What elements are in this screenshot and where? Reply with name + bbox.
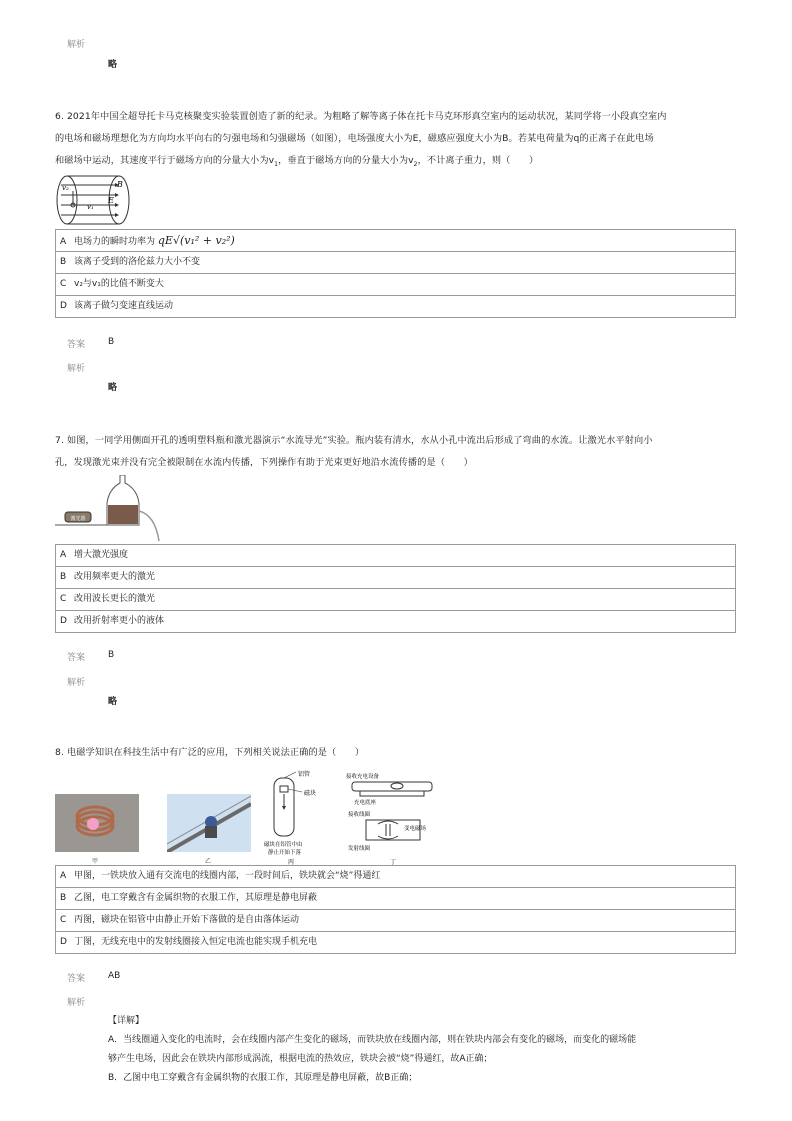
q8-bing-tube-label: 铝管 [298,771,311,778]
q8-option-b[interactable]: B 乙图，电工穿戴含有金属织物的衣服工作，其原理是静电屏蔽 [56,888,735,910]
q8-answer: AB [108,971,121,981]
q7-option-d[interactable]: D 改用折射率更小的液体 [60,616,165,626]
question-7 [55,430,755,474]
q7-analysis-text: 略 [108,697,118,707]
q8-ding-label-c: 接收线圈 [348,812,371,818]
q7-option-a[interactable]: A 增大激光强度 [56,545,735,567]
q8-detail [108,1012,748,1088]
q8-ding-label-b: 充电底座 [354,800,377,806]
question-8 [55,742,755,764]
q8-bing-note-1: 磁块在铝管中由 [264,842,303,848]
q8-ding-label-a: 接收充电设备 [346,774,380,780]
q8-ding-label-e: 发射线圈 [348,846,371,852]
q7-answer: B [108,650,115,660]
q6-analysis-text: 略 [108,383,118,393]
q7-figure-bottle [55,475,165,543]
q6-option-b[interactable]: B 该离子受到的洛伦兹力大小不变 [56,252,735,274]
analysis-label: 解析 [67,40,86,50]
q8-option-c[interactable]: C 丙图，磁块在铝管中由静止开始下落做的是自由落体运动 [56,910,735,932]
q8-bing-note-2: 静止开始下落 [268,850,302,856]
q6-fig-B: B [117,180,123,189]
q7-option-c[interactable]: C 改用波长更长的激光 [56,589,735,611]
q8-option-a[interactable]: A 甲图，一铁块放入通有交流电的线圈内部，一段时间后，铁块就会“烧”得通红 [56,866,735,888]
q8-option-d[interactable]: D 丁图，无线充电中的发射线圈接入恒定电流也能实现手机充电 [60,937,318,947]
q6-figure-torus [55,173,131,227]
q6-option-a[interactable]: A 电场力的瞬时功率为 qE√(v₁² + v₂²) [56,230,735,252]
q6-fig-v1: v₁ [87,203,94,211]
q7-options [55,544,736,633]
q6-answer: B [108,337,115,347]
q6-line-3: 和磁场中运动，其速度平行于磁场方向的分量大小为$v_1$，垂直于磁场方向的分量大小为$v_2$，不计离子重力，则（ ） [55,155,539,168]
q6-option-d[interactable]: D 该离子做匀变速直线运动 [60,301,174,311]
q6-options [55,229,736,318]
q8-figure-jia [55,794,139,852]
q8-bing-magnet-label: 磁块 [304,790,317,797]
q8-caption-ding: 丁 [390,859,397,866]
q6-option-a-formula: qE√(v₁² + v₂²) [157,234,235,247]
q8-ding-label-d: 变电磁场 [404,826,427,832]
q6-option-c[interactable]: C v₂与v₁的比值不断变大 [56,274,735,296]
q8-figure-bing [262,770,332,866]
question-6 [55,106,755,176]
q6-fig-v2: v₂ [62,184,69,192]
q8-detail-b: B．乙图中电工穿戴含有金属织物的衣服工作，其原理是静电屏蔽，故B正确； [108,1073,418,1083]
q8-figure-yi [167,794,251,852]
q6-answer-label: 答案 [67,340,86,350]
analysis-text: 略 [108,60,118,70]
q7-option-b[interactable]: B 改用频率更大的激光 [56,567,735,589]
q6-fig-E: E [108,196,114,205]
q8-caption-jia: 甲 [92,858,99,865]
q8-caption-yi: 乙 [205,858,212,865]
q8-line-1: 8. 电磁学知识在科技生活中有广泛的应用，下列相关说法正确的是（ ） [55,747,365,758]
q6-analysis-label: 解析 [67,364,86,374]
q7-line-1: 7. 如图，一同学用侧面开孔的透明塑料瓶和激光器演示“水流导光”实验。瓶内装有清水，水从小孔中流出后形成了弯曲的水流。让激光水平射向小 [55,435,653,446]
q7-fig-laser-label: 激光器 [70,516,86,522]
q8-answer-label: 答案 [67,974,86,984]
q8-detail-a-2: 够产生电场，因此会在铁块内部形成涡流，根据电流的热效应，铁块会被“烧”得通红，故A正确； [108,1054,493,1064]
q7-line-2: 孔，发现激光束并没有完全被限制在水流内传播，下列操作有助于光束更好地沿水流传播的是（ ） [55,457,473,468]
q7-analysis-label: 解析 [67,678,86,688]
q6-line-1: 6. 2021年中国全超导托卡马克核聚变实验装置创造了新的纪录。为粗略了解等离子体在托卡马克环形真空室内的运动状况，某同学将一小段真空室内 [55,111,667,122]
q8-analysis-label: 解析 [67,998,86,1008]
q8-detail-a-1: A．当线圈通入变化的电流时，会在线圈内部产生变化的磁场，而铁块放在线圈内部，则在铁块内部会有变化的磁场，而变化的磁场能 [108,1035,637,1045]
q8-detail-title: 【详解】 [108,1016,145,1026]
q8-figure-ding [342,770,442,866]
q8-options [55,865,736,954]
q6-line-2: 的电场和磁场理想化为方向均水平向右的匀强电场和匀强磁场（如图），电场强度大小为E，磁感应强度大小为B。若某电荷量为q的正离子在此电场 [55,133,654,144]
q8-caption-bing: 丙 [288,859,295,866]
q7-answer-label: 答案 [67,653,86,663]
